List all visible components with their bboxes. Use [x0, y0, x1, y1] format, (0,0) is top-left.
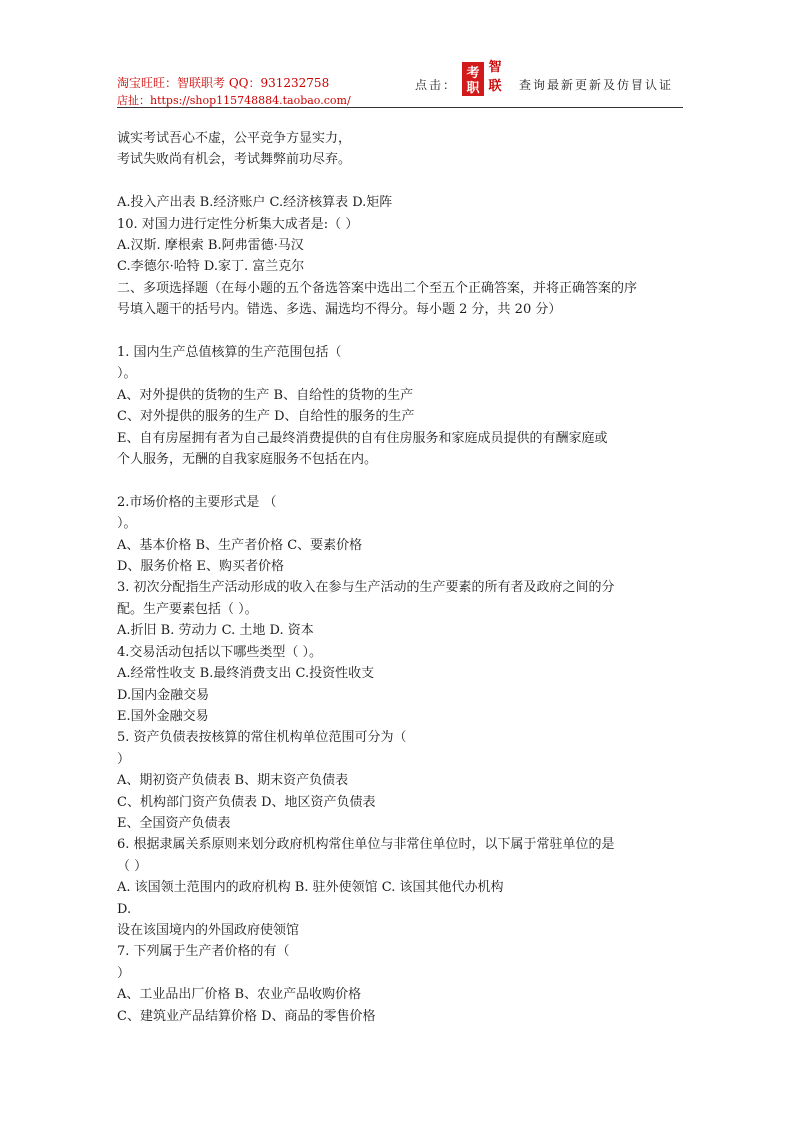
text-line: 4.交易活动包括以下哪些类型（ ）。: [117, 644, 323, 660]
text-line: C、机构部门资产负债表 D、地区资产负债表: [117, 794, 376, 810]
text-line: E、全国资产负债表: [117, 815, 231, 831]
header-shop-url[interactable]: 店扯：https://shop115748884.taobao.com/: [117, 94, 351, 107]
text-line: A. 该国领土范围内的政府机构 B. 驻外使领馆 C. 该国其他代办机构: [117, 880, 504, 896]
svg-text:智: 智: [488, 60, 502, 75]
zhilian-logo-icon[interactable]: [462, 56, 506, 96]
text-line: A.经常性收支 B.最终消费支出 C.投资性收支: [117, 666, 375, 682]
header-shop-contact: 淘宝旺旺：智联职考 QQ：931232758: [117, 76, 330, 90]
blank-line: [117, 470, 687, 491]
text-line: A.汉斯. 摩根索 B.阿弗雷德·马汉: [117, 238, 304, 254]
text-line: A.折旧 B. 劳动力 C. 土地 D. 资本: [117, 623, 314, 639]
text-line: A、工业品出厂价格 B、农业产品收购价格: [117, 987, 362, 1003]
text-line: 1. 国内生产总值核算的生产范围包括（: [117, 345, 342, 361]
text-line: 6. 根据隶属关系原则来划分政府机构常住单位与非常住单位时，以下属于常驻单位的是: [117, 837, 615, 853]
text-line: 5. 资产负债表按核算的常住机构单位范围可分为（: [117, 730, 407, 746]
svg-text:职: 职: [466, 81, 480, 96]
header-click-label: 点击：: [415, 78, 458, 92]
text-line: 诚实考试吾心不虚，公平竞争方显实力，: [117, 131, 352, 146]
blank-line: [117, 171, 687, 192]
text-line: C.李德尔·哈特 D.家丁. 富兰克尔: [117, 259, 305, 275]
text-line: ）。: [117, 516, 137, 532]
text-line: E.国外金融交易: [117, 708, 209, 724]
text-line: E、自有房屋拥有者为自己最终消费提供的自有住房服务和家庭成员提供的有酬家庭或: [117, 430, 608, 446]
text-line: C、建筑业产品结算价格 D、商品的零售价格: [117, 1008, 376, 1024]
text-line: A.投入产出表 B.经济账户 C.经济核算表 D.矩阵: [117, 195, 393, 211]
text-line: C、对外提供的服务的生产 D、自给性的服务的生产: [117, 409, 415, 425]
header-query-link[interactable]: 查询最新更新及仿冒认证: [519, 78, 674, 92]
text-line: 考试失败尚有机会，考试舞弊前功尽弃。: [117, 152, 352, 168]
text-line: 3. 初次分配指生产活动形成的收入在参与生产活动的生产要素的所有者及政府之间的分: [117, 580, 615, 596]
text-line: A、对外提供的货物的生产 B、自给性的货物的生产: [117, 387, 414, 403]
text-line: ）。: [117, 366, 137, 382]
svg-text:联: 联: [488, 79, 502, 94]
header-divider: [117, 107, 683, 108]
text-line: D、服务价格 E、购买者价格: [117, 559, 285, 575]
svg-text:考: 考: [466, 66, 480, 81]
text-line: D.: [117, 901, 132, 917]
text-line: 2.市场价格的主要形式是 （: [117, 494, 277, 510]
text-line: 个人服务，无酬的自我家庭服务不包括在内。: [117, 452, 378, 468]
text-line: 配。生产要素包括（ ）。: [117, 601, 258, 617]
page-header: [117, 60, 684, 108]
text-line: （ ）: [117, 858, 148, 874]
text-line: 7. 下列属于生产者价格的有（: [117, 944, 290, 960]
text-line: 10. 对国力进行定性分析集大成者是:（ ）: [117, 216, 359, 232]
text-line: D.国内金融交易: [117, 687, 210, 703]
document-body: [117, 128, 687, 1027]
text-line: A、期初资产负债表 B、期末资产负债表: [117, 773, 349, 789]
text-line: 设在该国境内的外国政府使领馆: [117, 922, 300, 938]
text-line: 号填入题干的括号内。错选、多选、漏选均不得分。每小题 2 分，共 20 分）: [117, 302, 562, 318]
blank-line: [117, 321, 687, 342]
text-line: ）: [117, 965, 131, 981]
text-line: ）: [117, 751, 131, 767]
text-line: A、基本价格 B、生产者价格 C、要素价格: [117, 537, 363, 553]
text-line: 二、多项选择题（在每小题的五个备选答案中选出二个至五个正确答案，并将正确答案的序: [117, 280, 638, 296]
